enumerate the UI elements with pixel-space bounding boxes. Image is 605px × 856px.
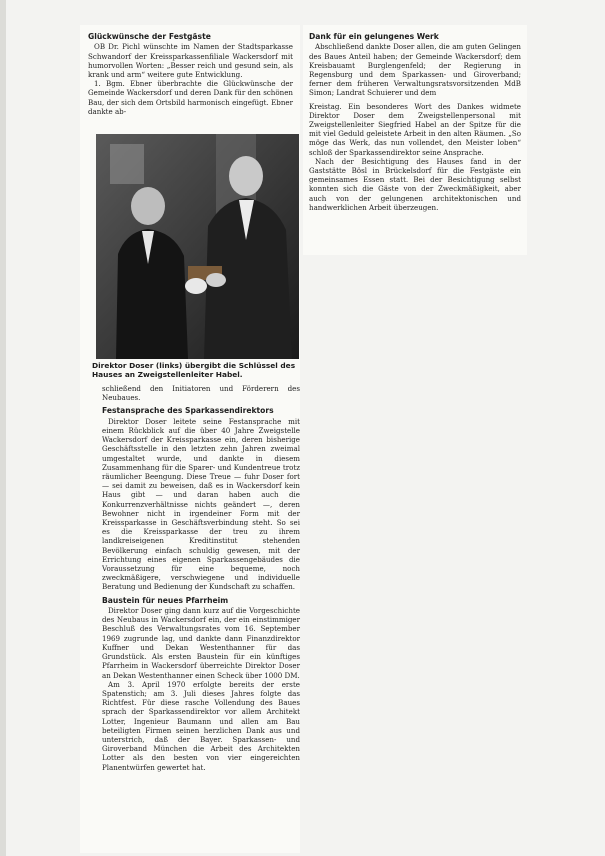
heading-pfarrheim: Baustein für neues Pfarrheim (102, 595, 229, 605)
paragraph: 1. Bgm. Ebner überbrachte die Glückwünsche der Gemeinde Wackersdorf und deren Dank für den schönen Bau, der sich dem Ortsbild harmonisch eingefügt. Ebner dankte ab- (88, 79, 293, 116)
news-photo (96, 134, 299, 359)
heading-festgaeste: Glückwünsche der Festgäste (88, 32, 211, 41)
paragraph: Am 3. April 1970 erfolgte bereits der erste Spatenstich; am 3. Juli dieses Jahres folgte das Richtfest. Für diese rasche Vollendung des Baues sprach der Sparkassendirektor vor allem Architekt Lotter, Ingenieur Baumann und allen am Bau beteiligten Firmen seinen herzlichen Dank aus und unterstrich, daß der Bayer. Sparkassen- und Giroverband München die Arbeit des Architekten Lotter als den besten von vier eingereichten Planentwürfen gewertet hat. (102, 679, 300, 772)
paragraph: Abschließend dankte Doser allen, die am guten Gelingen des Baues Anteil haben; der Gemeinde Wackersdorf; dem Kreisbauamt Burglengenfeld; der Regierung in Regensburg und dem Sparkassen- und Giroverband; ferner dem früheren Verwaltungsratsvorsitzenden MdB Simon; Landrat Schuierer und dem (309, 42, 521, 98)
column-right (309, 32, 521, 212)
column-top-left (88, 32, 293, 116)
paragraph: OB Dr. Pichl wünschte im Namen der Stadtsparkasse Schwandorf der Kreissparkassenfiliale Wackersdorf mit humorvollen Worten: „Besser reich und gesund sein, als krank und arm“ weitere gute Entwicklung. (88, 42, 293, 80)
photo-illustration (96, 134, 299, 359)
column-bottom-left (102, 384, 300, 772)
scan-edge (0, 0, 6, 856)
paragraph: Kreistag. Ein besonderes Wort des Dankes widmete Direktor Doser dem Zweigstellenpersonal mit Zweigstellenleiter Siegfried Habel an der Spitze für die mit viel Geduld geleistete Arbeit in den alten Räumen. „So möge das Werk, das nun vollendet, den Meister loben“ schloß der Sparkassendirektor seine Ansprache. (309, 101, 521, 157)
photo-caption: Direktor Doser (links) übergibt die Schlüssel des Hauses an Zweigstellenleiter Habel. (92, 361, 296, 380)
paragraph: Nach der Besichtigung des Hauses fand in der Gaststätte Bösl in Brückelsdorf für die Festgäste ein gemeinsames Essen statt. Bei der Besichtigung selbst konnten sich die Gäste von der Zweckmäßigkeit, aber auch von der gelungenen architektonischen und handwerklichen Arbeit überzeugen. (309, 156, 521, 212)
paragraph: schließend den Initiatoren und Förderern des Neubaues. (102, 384, 300, 403)
heading-festansprache: Festansprache des Sparkassendirektors (102, 406, 274, 416)
heading-dank: Dank für ein gelungenes Werk (309, 32, 439, 41)
paragraph: Direktor Doser ging dann kurz auf die Vorgeschichte des Neubaus in Wackersdorf ein, der ein einstimmiger Beschluß des Verwaltungsrates vom 16. September 1969 zugrunde lag, und dankte dann Finanzdirektor Kuffner und Dekan Westenthanner für das Grundstück. Als ersten Baustein für ein künftiges Pfarrheim in Wackersdorf überreichte Direktor Doser an Dekan Westenthanner einen Scheck über 1000 DM. (102, 606, 300, 680)
paragraph: Direktor Doser leitete seine Festansprache mit einem Rückblick auf die über 40 Jahre Zweigstelle Wackersdorf der Kreissparkasse ein, deren bisherige Geschäftsstelle in den letzten zehn Jahren zweimal umgestaltet wurde, und dankte in diesem Zusammenhang für die Sparer- und Kundentreue trotz räumlicher Beengung. Diese Treue — fuhr Doser fort — sei damit zu beweisen, daß es in Wackersdorf kein Haus gibt — und daran haben auch die Konkurrenzverhältnisse nichts geändert —, deren Bewohner nicht in irgendeiner Form mit der Kreissparkasse in Geschäftsverbindung steht. So sei es die Kreissparkasse der treu zu ihrem landkreiseigenen Kreditinstitut stehenden Bevölkerung einfach schuldig gewesen, mit der Errichtung eines eigenen Sparkassengebäudes die Voraussetzung für eine bequeme, noch zweckmäßigere, verschwiegene und individuelle Beratung und Bedienung der Kundschaft zu schaffen. (102, 416, 300, 592)
